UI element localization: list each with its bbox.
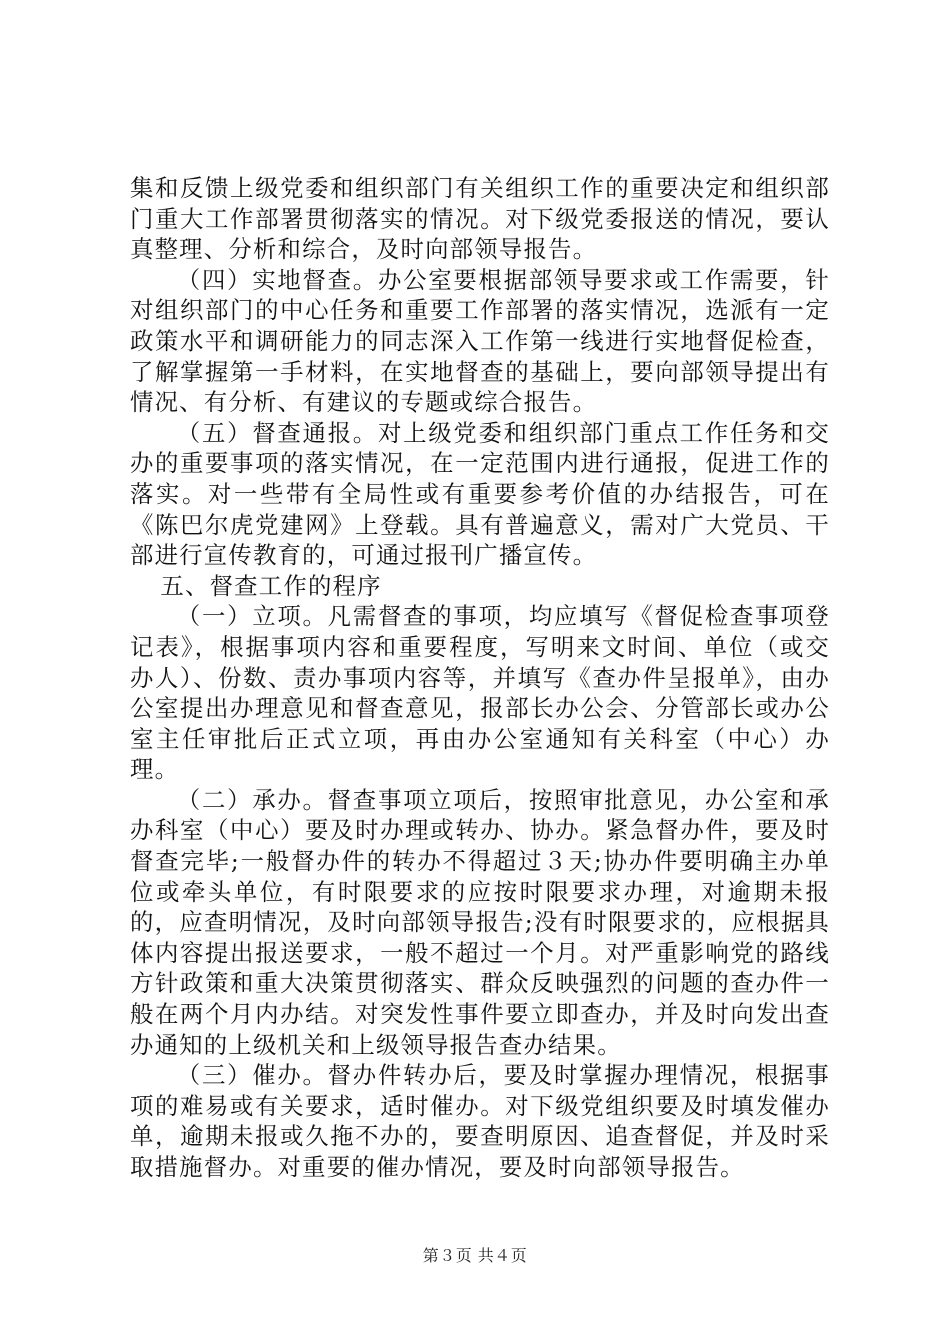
- page-footer: 第３页 共４页: [422, 1246, 528, 1265]
- paragraph-project-setup: （一）立项。凡需督查的事项，均应填写《督促检查事项登记表》，根据事项内容和重要程度，写明来文时间、单位（或交办人）、份数、责办事项内容等，并填写《查办件呈报单》，由办公室提出办理意见和督查意见，报部长办公会、分管部长或办公室主任审批后正式立项，再由办公室通知有关科室（中心）办理。: [130, 602, 830, 784]
- section-heading-procedure: 五、督查工作的程序: [160, 571, 382, 600]
- paragraph-reminder: （三）催办。督办件转办后，要及时掌握办理情况，根据事项的难易或有关要求，适时催办。对下级党组织要及时填发催办单，逾期未报或久拖不办的，要查明原因、追查督促，并及时采取措施督办。对重要的催办情况，要及时向部领导报告。: [130, 1061, 830, 1181]
- paragraph-inspection-bulletin: （五）督查通报。对上级党委和组织部门重点工作任务和交办的重要事项的落实情况，在一定范围内进行通报，促进工作的落实。对一些带有全局性或有重要参考价值的办结报告，可在《陈巴尔虎党建网》上登载。具有普遍意义，需对广大党员、干部进行宣传教育的，可通过报刊广播宣传。: [130, 418, 830, 570]
- paragraph-onsite-inspection: （四）实地督查。办公室要根据部领导要求或工作需要，针对组织部门的中心任务和重要工作部署的落实情况，选派有一定政策水平和调研能力的同志深入工作第一线进行实地督促检查，了解掌握第一手材料，在实地督查的基础上，要向部领导提出有情况、有分析、有建议的专题或综合报告。: [130, 265, 830, 417]
- paragraph-continuation: 集和反馈上级党委和组织部门有关组织工作的重要决定和组织部门重大工作部署贯彻落实的情况。对下级党委报送的情况，要认真整理、分析和综合，及时向部领导报告。: [130, 174, 830, 264]
- document-body: [130, 173, 830, 1183]
- paragraph-undertaking: （二）承办。督查事项立项后，按照审批意见，办公室和承办科室（中心）要及时办理或转办、协办。紧急督办件，要及时督查完毕;一般督办件的转办不得超过３天;协办件要明确主办单位或牵头单位，有时限要求的应按时限要求办理，对逾期未报的，应查明情况，及时向部领导报告;没有时限要求的，应根据具体内容提出报送要求，一般不超过一个月。对严重影响党的路线方针政策和重大决策贯彻落实、群众反映强烈的问题的查办件一般在两个月内办结。对突发性事件要立即查办，并及时向发出查办通知的上级机关和上级领导报告查办结果。: [130, 785, 830, 1059]
